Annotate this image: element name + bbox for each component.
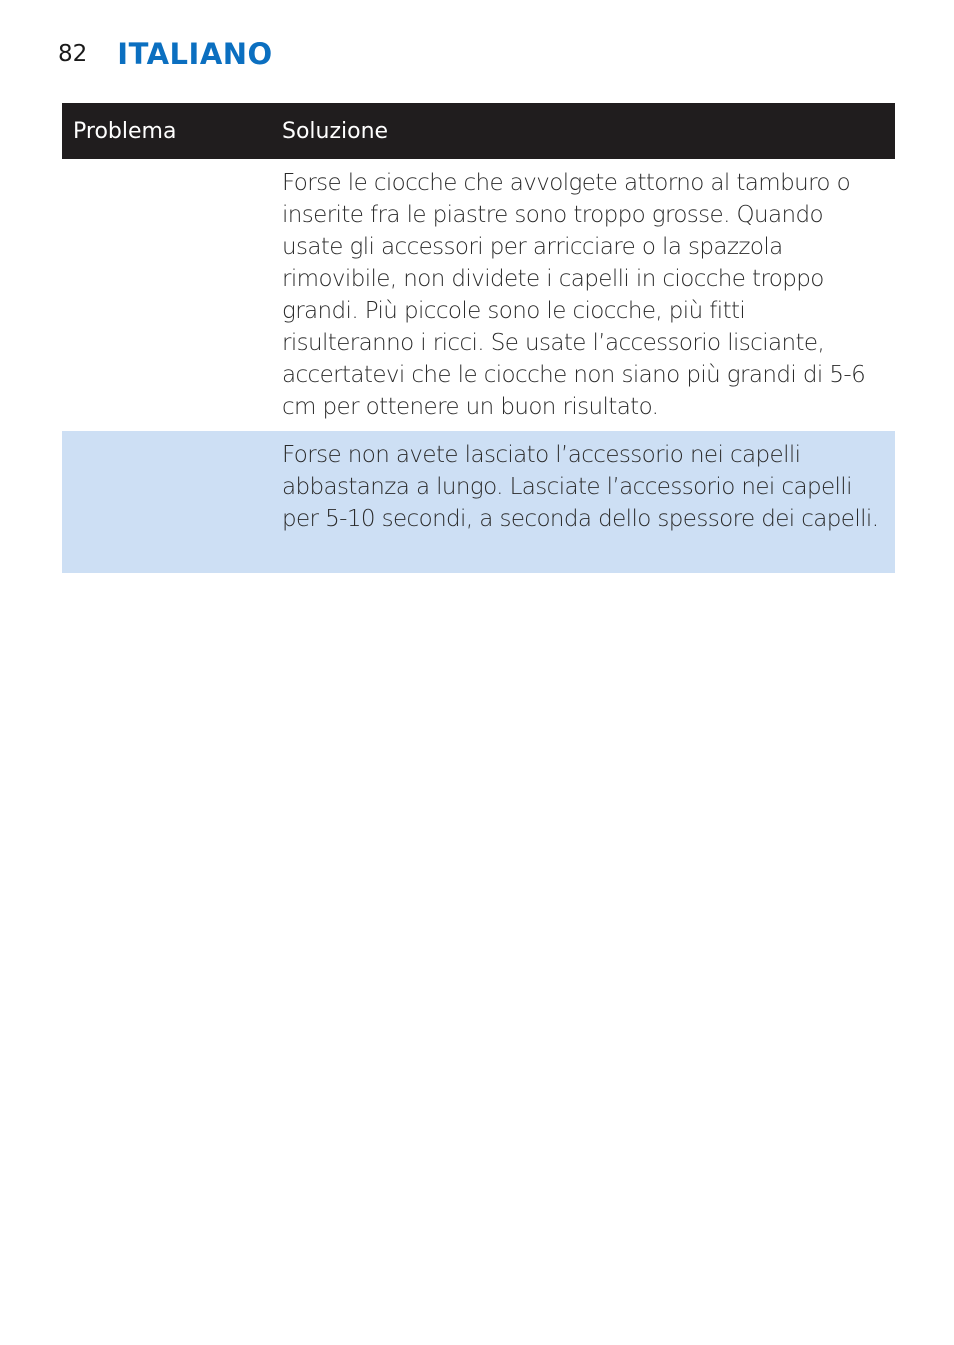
solution-text: Forse le ciocche che avvolgete attorno al tamburo o inserite fra le piastre sono troppo grosse. Quando usate gli accessori per arricciare o la spazzola rimovibile, non dividete i capelli in ciocche troppo grandi. Più piccole sono le ciocche, più fitti risulteranno i ricci. Se usate l’accessorio lisciante, accertatevi che le ciocche non siano più grandi di 5-6 cm per ottenere un buon risultato. (282, 170, 866, 420)
solution-cell (282, 159, 895, 431)
solution-cell (282, 431, 895, 573)
troubleshooting-table (62, 103, 895, 573)
column-header-solution: Soluzione (282, 118, 389, 144)
page-number: 82 (58, 41, 88, 67)
page-header (58, 36, 273, 72)
problem-cell (62, 159, 282, 431)
section-title: ITALIANO (117, 37, 273, 71)
table-header-row (62, 103, 895, 159)
solution-text: Forse non avete lasciato l’accessorio nei capelli abbastanza a lungo. Lasciate l’accessorio nei capelli per 5-10 secondi, a seconda dello spessore dei capelli. (282, 442, 879, 532)
problem-cell (62, 431, 282, 573)
table-row (62, 159, 895, 431)
table-row (62, 431, 895, 573)
column-header-problem: Problema (73, 118, 177, 144)
